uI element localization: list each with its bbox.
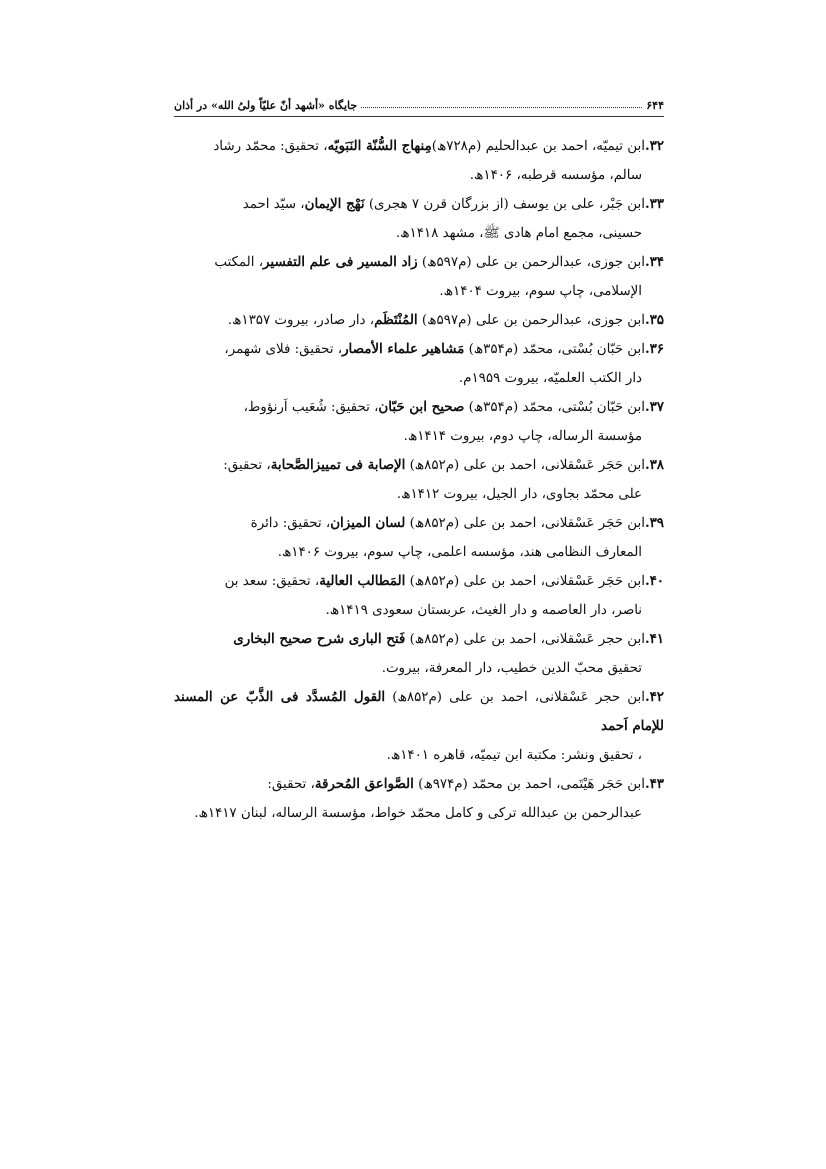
entry-author: ابن حَبّان بُسْتی، محمّد (م۳۵۴ھ) <box>464 400 645 415</box>
entry-book-title: الإصابة فی تمییزالصَّحابة <box>270 457 406 473</box>
entry-number: ۴۰. <box>644 573 664 589</box>
entry-number: ۳۹. <box>644 515 664 531</box>
entry-number: ۳۸. <box>644 457 664 473</box>
bibliography-entry <box>174 770 664 828</box>
entry-author: ابن حَبّان بُسْتی، محمّد (م۳۵۴ھ) <box>464 342 645 357</box>
entry-number: ۳۲. <box>644 138 664 154</box>
bibliography-entry <box>174 393 664 451</box>
bibliography-entry <box>174 509 664 567</box>
entry-author: ابن جَبْر، علی بن یوسف (از بزرگان قرن ۷ هجری) <box>364 197 645 212</box>
entry-details: ، تحقیق: فلای شهمر، <box>224 342 343 357</box>
entry-author: ابن حَجَر هَیْتَمی، احمد بن محمّد (م۹۷۴ھ) <box>413 777 645 792</box>
entry-continuation: المعارف النظامی هند، مؤسسه اعلمی، چاپ سوم، بیروت ۱۴۰۶ھ. <box>277 545 642 560</box>
entry-number: ۴۱. <box>644 631 664 647</box>
bibliography-entry <box>174 451 664 509</box>
entry-author: ابن جوزی، عبدالرحمن بن علی (م۵۹۷ھ) <box>417 255 645 270</box>
entry-continuation: دار الکتب العلمیّه، بیروت ۱۹۵۹م. <box>458 371 642 386</box>
entry-details: ، سیّد احمد <box>242 197 305 212</box>
entry-author: ابن جوزی، عبدالرحمن بن علی (م۵۹۷ھ) <box>417 313 645 328</box>
leader-dots <box>361 107 642 108</box>
entry-number: ۴۲. <box>644 689 664 705</box>
entry-author: ابن تیمیّه، احمد بن عبدالحلیم (م۷۲۸ھ) <box>431 139 645 154</box>
entry-continuation: ، تحقیق ونشر: مکتبة ابن تیمیّه، قاهره ۱۴۰۱ھ. <box>386 748 642 763</box>
entry-author: ابن حَجَر عَسْقلانی، احمد بن علی (م۸۵۲ھ) <box>405 458 645 473</box>
entry-details: ، تحقیق: سعد بن <box>224 574 320 589</box>
entry-number: ۳۳. <box>644 196 664 212</box>
entry-author: ابن حجر عَسْقلانی، احمد بن علی (م۸۵۲ھ) <box>405 632 645 647</box>
book-page <box>174 92 664 828</box>
entry-details: ، تحقیق: <box>267 777 315 792</box>
entry-details: ، تحقیق: محمّد رشاد <box>213 139 328 154</box>
bibliography-entry <box>174 567 664 625</box>
entry-number: ۴۳. <box>644 776 664 792</box>
entry-details: ، دار صادر، بیروت ۱۳۵۷ھ. <box>227 313 375 328</box>
entry-number: ۳۴. <box>644 254 664 270</box>
entry-details: ، تحقیق: دائرة <box>250 516 331 531</box>
entry-book-title: نَهْج الإیمان <box>304 196 365 212</box>
entry-continuation: عبدالرحمن بن عبدالله ترکی و کامل محمّد خواط، مؤسسة الرساله، لبنان ۱۴۱۷ھ. <box>194 806 642 821</box>
bibliography-entry <box>174 190 664 248</box>
bibliography-entry <box>174 335 664 393</box>
entry-continuation: حسینی، مجمع امام هادی ﷺ، مشهد ۱۴۱۸ھ. <box>395 226 642 241</box>
entry-continuation: مؤسسة الرساله، چاپ دوم، بیروت ۱۴۱۴ھ. <box>403 429 642 444</box>
entry-book-title: مِنهاج السُّنّة النَبَویّه <box>327 138 432 154</box>
bibliography-entry <box>174 625 664 683</box>
bibliography-entry <box>174 683 664 770</box>
entry-author: ابن حَجَر عَسْقلانی، احمد بن علی (م۸۵۲ھ) <box>405 516 645 531</box>
entry-author: ابن حَجَر عَسْقلانی، احمد بن علی (م۸۵۲ھ) <box>405 574 645 589</box>
entry-details: ، المکتب <box>214 255 264 270</box>
entry-continuation: علی محمّد بجاوی، دار الجیل، بیروت ۱۴۱۲ھ. <box>396 487 642 502</box>
entry-continuation: الإسلامی، چاپ سوم، بیروت ۱۴۰۴ھ. <box>439 284 642 299</box>
entry-author: ابن حجر عَسْقلانی، احمد بن علی (م۸۵۲ھ) <box>385 690 645 705</box>
entry-details: ، تحقیق: <box>223 458 271 473</box>
entry-number: ۳۷. <box>644 399 664 415</box>
bibliography-entry <box>174 132 664 190</box>
page-number: ۶۴۴ <box>646 99 664 112</box>
entry-details: ، تحقیق: شُعَیب اَرنؤوط، <box>243 400 379 415</box>
running-title: جایگاه «أشهد أنّ علیّاً ولیُ الله» در أذان <box>174 99 358 112</box>
entry-number: ۳۶. <box>644 341 664 357</box>
entry-book-title: الصَّواعق المُحرقة <box>314 776 414 792</box>
entry-number: ۳۵. <box>644 312 664 328</box>
entry-book-title: المَطالب العالیة <box>319 573 406 589</box>
entry-continuation: تحقیق محبّ الدین خطیب، دار المعرفة، بیروت. <box>381 661 642 676</box>
bibliography-entry <box>174 248 664 306</box>
running-header <box>174 92 664 117</box>
entry-continuation: سالم، مؤسسه قرطبه، ۱۴۰۶ھ. <box>469 168 642 183</box>
entry-book-title: المُنْتَظَم <box>374 312 418 328</box>
bibliography-list <box>174 132 664 828</box>
entry-book-title: صحیح ابن حَبّان <box>378 399 465 415</box>
entry-book-title: القول المُسدَّد فی الذَّبّ عن المسند للإمام اَحمد <box>174 689 664 734</box>
entry-book-title: فَتح الباری شرح صحیح البخاری <box>233 631 406 647</box>
bibliography-entry <box>174 306 664 335</box>
entry-book-title: لسان المیزان <box>330 515 406 531</box>
entry-book-title: مَشاهیر علماء الأمصار <box>342 341 465 357</box>
entry-continuation: ناصر، دار العاصمه و دار الغیث، عربستان سعودی ۱۴۱۹ھ. <box>325 603 642 618</box>
entry-book-title: زاد المسیر فی علم التفسیر <box>263 254 418 270</box>
